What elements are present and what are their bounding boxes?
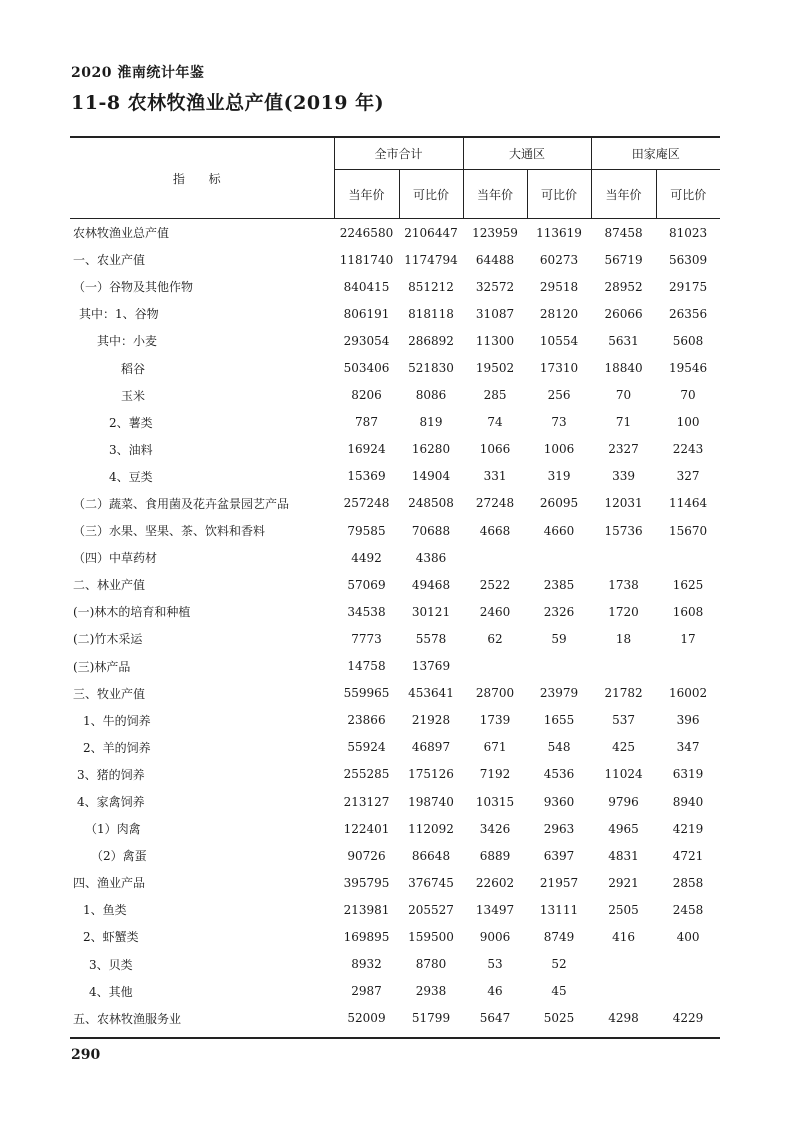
value-cell: 7773	[351, 631, 382, 646]
table-row	[70, 951, 720, 978]
value-cell: 6397	[543, 848, 575, 863]
value-cell: 840415	[343, 279, 390, 294]
table-row	[70, 571, 720, 598]
value-cell: 55924	[347, 740, 386, 755]
row-label: 其中：小麦	[97, 334, 158, 349]
table-row	[70, 978, 720, 1005]
value-cell: 293054	[343, 333, 390, 348]
value-cell	[463, 653, 527, 680]
value-cell: 285	[483, 388, 507, 403]
value-cell: 4536	[543, 767, 575, 782]
value-cell: 1655	[543, 713, 575, 728]
value-cell	[527, 653, 591, 680]
value-cell	[656, 544, 720, 571]
value-cell: 521830	[408, 361, 454, 376]
value-cell: 10315	[475, 794, 515, 809]
value-cell: 15670	[668, 523, 708, 538]
value-cell: 2858	[672, 875, 704, 890]
table-row	[70, 625, 720, 652]
value-cell: 169895	[343, 929, 390, 944]
value-cell: 87458	[604, 225, 643, 240]
value-cell: 6889	[479, 848, 511, 863]
row-label: 2、羊的饲养	[83, 740, 151, 755]
table-row	[70, 219, 720, 246]
value-cell: 56309	[668, 252, 708, 267]
value-cell: 62	[487, 631, 503, 646]
table-row	[70, 436, 720, 463]
value-cell: 2326	[543, 604, 575, 619]
row-label: 玉米	[121, 388, 146, 403]
value-cell: 376745	[408, 875, 454, 890]
value-cell: 90726	[347, 848, 386, 863]
value-cell: 23866	[347, 713, 386, 728]
value-cell: 248508	[408, 496, 454, 511]
value-cell: 18840	[604, 361, 643, 376]
value-cell: 1738	[608, 577, 639, 592]
value-cell: 8780	[415, 957, 447, 972]
value-cell: 52009	[347, 1011, 386, 1026]
row-label: 稻谷	[121, 361, 146, 376]
group-header-datong: 大通区	[463, 138, 591, 170]
value-cell: 13497	[475, 902, 515, 917]
value-cell: 4660	[543, 523, 575, 538]
value-cell: 851212	[408, 279, 454, 294]
value-cell: 2385	[543, 577, 575, 592]
value-cell: 21782	[604, 686, 643, 701]
value-cell: 19502	[475, 361, 515, 376]
row-label: 4、其他	[89, 984, 133, 999]
table-row	[70, 517, 720, 544]
running-head: 2020 淮南统计年鉴	[71, 65, 205, 81]
value-cell: 1739	[479, 713, 511, 728]
value-cell: 73	[551, 415, 567, 430]
row-label: 二、林业产值	[73, 578, 146, 593]
value-cell: 213127	[343, 794, 390, 809]
value-cell: 6319	[672, 767, 704, 782]
value-cell: 175126	[408, 767, 454, 782]
value-cell: 395795	[343, 875, 390, 890]
value-cell: 30121	[411, 604, 451, 619]
value-cell: 15736	[604, 523, 643, 538]
value-cell: 5647	[479, 1011, 511, 1026]
value-cell: 503406	[343, 361, 390, 376]
value-cell: 400	[676, 929, 700, 944]
value-cell: 19546	[668, 361, 708, 376]
row-label: 1、牛的饲养	[83, 713, 151, 728]
value-cell	[591, 653, 656, 680]
value-cell: 396	[676, 713, 700, 728]
row-label: 2、虾蟹类	[83, 930, 139, 945]
row-label: 其中：1、谷物	[79, 307, 159, 322]
value-cell: 2505	[608, 902, 639, 917]
value-cell: 327	[676, 469, 700, 484]
value-cell	[656, 978, 720, 1005]
value-cell: 79585	[347, 523, 386, 538]
row-label: （四）中草药材	[73, 551, 158, 566]
table-header	[70, 138, 720, 219]
value-cell: 159500	[408, 929, 454, 944]
value-cell: 8932	[351, 957, 382, 972]
value-cell: 34538	[347, 604, 386, 619]
value-cell: 18	[615, 631, 632, 646]
value-cell: 29175	[668, 279, 708, 294]
value-cell: 4229	[672, 1011, 704, 1026]
page-number: 290	[71, 1047, 101, 1063]
row-label: 3、猪的饲养	[77, 767, 145, 782]
value-cell: 12031	[604, 496, 643, 511]
value-cell: 5025	[543, 1011, 575, 1026]
value-cell: 86648	[411, 848, 451, 863]
value-cell: 1006	[543, 442, 575, 457]
value-cell: 2458	[672, 902, 704, 917]
value-cell: 548	[547, 740, 571, 755]
table-row	[70, 842, 720, 869]
subheader-current-price: 当年价	[591, 170, 656, 219]
value-cell: 14904	[411, 469, 451, 484]
subheader-current-price: 当年价	[334, 170, 399, 219]
row-label: （一）谷物及其他作物	[73, 280, 194, 295]
value-cell: 4668	[479, 523, 511, 538]
row-label: （2）禽蛋	[91, 849, 147, 864]
table-row	[70, 815, 720, 842]
table-row	[70, 463, 720, 490]
value-cell: 416	[612, 929, 635, 944]
value-cell: 32572	[475, 279, 515, 294]
value-cell: 8940	[672, 794, 704, 809]
row-label: （1）肉禽	[85, 822, 141, 837]
value-cell: 49468	[411, 577, 451, 592]
value-cell: 14758	[347, 659, 386, 674]
value-cell: 21957	[539, 875, 579, 890]
row-label: 3、贝类	[89, 957, 133, 972]
value-cell	[656, 653, 720, 680]
table-row	[70, 869, 720, 896]
table-row	[70, 354, 720, 381]
value-cell: 2243	[672, 442, 704, 457]
table-row	[70, 273, 720, 300]
value-cell: 16924	[347, 442, 386, 457]
value-cell: 26356	[668, 306, 708, 321]
subheader-comparable-price: 可比价	[656, 170, 720, 219]
value-cell: 5608	[672, 333, 704, 348]
value-cell: 26095	[539, 496, 579, 511]
row-label: 一、农业产值	[73, 253, 146, 268]
value-cell: 27248	[475, 496, 515, 511]
value-cell: 2327	[608, 442, 639, 457]
value-cell: 671	[483, 740, 507, 755]
value-cell: 4386	[415, 550, 447, 565]
value-cell: 257248	[343, 496, 390, 511]
value-cell: 11464	[668, 496, 708, 511]
subheader-current-price: 当年价	[463, 170, 527, 219]
value-cell: 45	[551, 984, 567, 999]
value-cell	[591, 978, 656, 1005]
value-cell: 2963	[543, 821, 575, 836]
value-cell: 4831	[608, 848, 639, 863]
value-cell: 819	[419, 415, 443, 430]
table-row	[70, 788, 720, 815]
value-cell: 74	[487, 415, 503, 430]
value-cell: 255285	[343, 767, 390, 782]
value-cell	[591, 951, 656, 978]
value-cell: 53	[487, 957, 503, 972]
value-cell: 52	[551, 957, 567, 972]
value-cell: 70	[680, 388, 696, 403]
value-cell: 17	[680, 631, 696, 646]
value-cell: 2987	[351, 984, 382, 999]
indicator-header: 指 标	[172, 171, 231, 186]
table-title: 11-8 农林牧渔业总产值(2019 年)	[71, 92, 385, 114]
value-cell: 11024	[604, 767, 643, 782]
row-label: 2、薯类	[109, 415, 153, 430]
value-cell: 213981	[343, 902, 390, 917]
value-cell: 425	[612, 740, 635, 755]
subheader-comparable-price: 可比价	[399, 170, 463, 219]
table-row	[70, 680, 720, 707]
value-cell: 1608	[672, 604, 704, 619]
value-cell: 3426	[479, 821, 511, 836]
table-row	[70, 1005, 720, 1032]
table-row	[70, 923, 720, 950]
table-row	[70, 246, 720, 273]
value-cell: 26066	[604, 306, 643, 321]
value-cell: 56719	[604, 252, 643, 267]
table-row	[70, 300, 720, 327]
group-header-city-total: 全市合计	[334, 138, 463, 170]
value-cell: 4219	[672, 821, 704, 836]
table-row	[70, 490, 720, 517]
value-cell: 22602	[475, 875, 515, 890]
value-cell: 2921	[608, 875, 639, 890]
value-cell: 29518	[539, 279, 579, 294]
value-cell: 28700	[475, 686, 515, 701]
table-row	[70, 598, 720, 625]
table-row	[70, 544, 720, 571]
value-cell: 205527	[408, 902, 454, 917]
table-row	[70, 734, 720, 761]
row-label: 四、渔业产品	[73, 876, 146, 891]
value-cell: 347	[676, 740, 700, 755]
table-row	[70, 653, 720, 680]
value-cell: 57069	[347, 577, 386, 592]
value-cell: 11300	[475, 333, 515, 348]
row-label: (一)林木的培育和种植	[73, 605, 191, 620]
row-label: (三)林产品	[73, 659, 131, 674]
value-cell: 64488	[475, 252, 515, 267]
value-cell: 1625	[672, 577, 704, 592]
value-cell: 2938	[415, 984, 447, 999]
value-cell: 81023	[668, 225, 708, 240]
value-cell: 339	[612, 469, 635, 484]
value-cell: 559965	[343, 686, 390, 701]
value-cell: 1066	[479, 442, 511, 457]
value-cell: 2106447	[404, 225, 458, 240]
value-cell: 1181740	[339, 252, 394, 267]
value-cell: 286892	[408, 333, 454, 348]
value-cell: 51799	[411, 1011, 451, 1026]
value-cell: 9796	[608, 794, 639, 809]
value-cell: 16280	[411, 442, 451, 457]
value-cell: 4721	[672, 848, 704, 863]
row-label: （二）蔬菜、食用菌及花卉盆景园艺产品	[73, 496, 290, 511]
value-cell: 113619	[536, 225, 582, 240]
table-row	[70, 382, 720, 409]
value-cell: 2246580	[339, 225, 394, 240]
value-cell: 46	[487, 984, 503, 999]
row-label: 4、家禽饲养	[77, 795, 145, 810]
row-label: 1、鱼类	[83, 903, 127, 918]
value-cell: 319	[547, 469, 571, 484]
value-cell: 21928	[411, 713, 451, 728]
value-cell: 2522	[479, 577, 511, 592]
value-cell: 28952	[604, 279, 643, 294]
value-cell: 23979	[539, 686, 579, 701]
value-cell: 70688	[411, 523, 451, 538]
value-cell: 70	[615, 388, 632, 403]
value-cell: 1174794	[404, 252, 458, 267]
value-cell: 112092	[408, 821, 454, 836]
value-cell: 7192	[479, 767, 511, 782]
value-cell: 818118	[408, 306, 454, 321]
table-row	[70, 327, 720, 354]
value-cell: 198740	[408, 794, 454, 809]
row-label: 三、牧业产值	[73, 686, 146, 701]
value-cell: 9006	[479, 929, 511, 944]
value-cell: 16002	[668, 686, 708, 701]
value-cell: 8749	[543, 929, 575, 944]
value-cell: 453641	[408, 686, 454, 701]
row-label: （三）水果、坚果、茶、饮料和香料	[73, 524, 266, 539]
row-label: 4、豆类	[109, 469, 153, 484]
value-cell: 4492	[351, 550, 382, 565]
group-header-tianjiaan: 田家庵区	[591, 138, 720, 170]
value-cell: 8206	[351, 388, 382, 403]
value-cell: 2460	[479, 604, 511, 619]
row-label: 3、油料	[109, 442, 153, 457]
value-cell: 71	[615, 415, 632, 430]
value-cell	[463, 544, 527, 571]
value-cell: 15369	[347, 469, 386, 484]
value-cell: 59	[551, 631, 567, 646]
table-row	[70, 409, 720, 436]
value-cell: 4298	[608, 1011, 639, 1026]
row-label: (二)竹木采运	[73, 632, 143, 647]
value-cell: 10554	[539, 333, 579, 348]
value-cell: 46897	[411, 740, 451, 755]
value-cell: 5578	[415, 631, 447, 646]
row-label: 农林牧渔业总产值	[73, 226, 170, 241]
table-row	[70, 707, 720, 734]
subheader-comparable-price: 可比价	[527, 170, 591, 219]
value-cell: 31087	[475, 306, 515, 321]
value-cell: 256	[547, 388, 571, 403]
value-cell: 13769	[411, 659, 451, 674]
table-row	[70, 896, 720, 923]
value-cell: 60273	[539, 252, 579, 267]
value-cell: 123959	[472, 225, 518, 240]
value-cell: 1720	[608, 604, 639, 619]
value-cell: 331	[483, 469, 507, 484]
value-cell: 17310	[539, 361, 579, 376]
value-cell: 13111	[539, 902, 579, 917]
table-row	[70, 761, 720, 788]
value-cell: 8086	[415, 388, 447, 403]
table-body	[70, 219, 720, 1032]
value-cell	[527, 544, 591, 571]
value-cell: 537	[612, 713, 635, 728]
value-cell	[591, 544, 656, 571]
value-cell: 4965	[608, 821, 639, 836]
value-cell: 787	[355, 415, 378, 430]
value-cell: 9360	[543, 794, 575, 809]
value-cell: 5631	[608, 333, 639, 348]
value-cell: 806191	[343, 306, 390, 321]
value-cell	[656, 951, 720, 978]
row-label: 五、农林牧渔服务业	[73, 1011, 182, 1026]
value-cell: 28120	[539, 306, 579, 321]
value-cell: 122401	[343, 821, 390, 836]
value-cell: 100	[676, 415, 700, 430]
statistics-table	[70, 138, 720, 1032]
